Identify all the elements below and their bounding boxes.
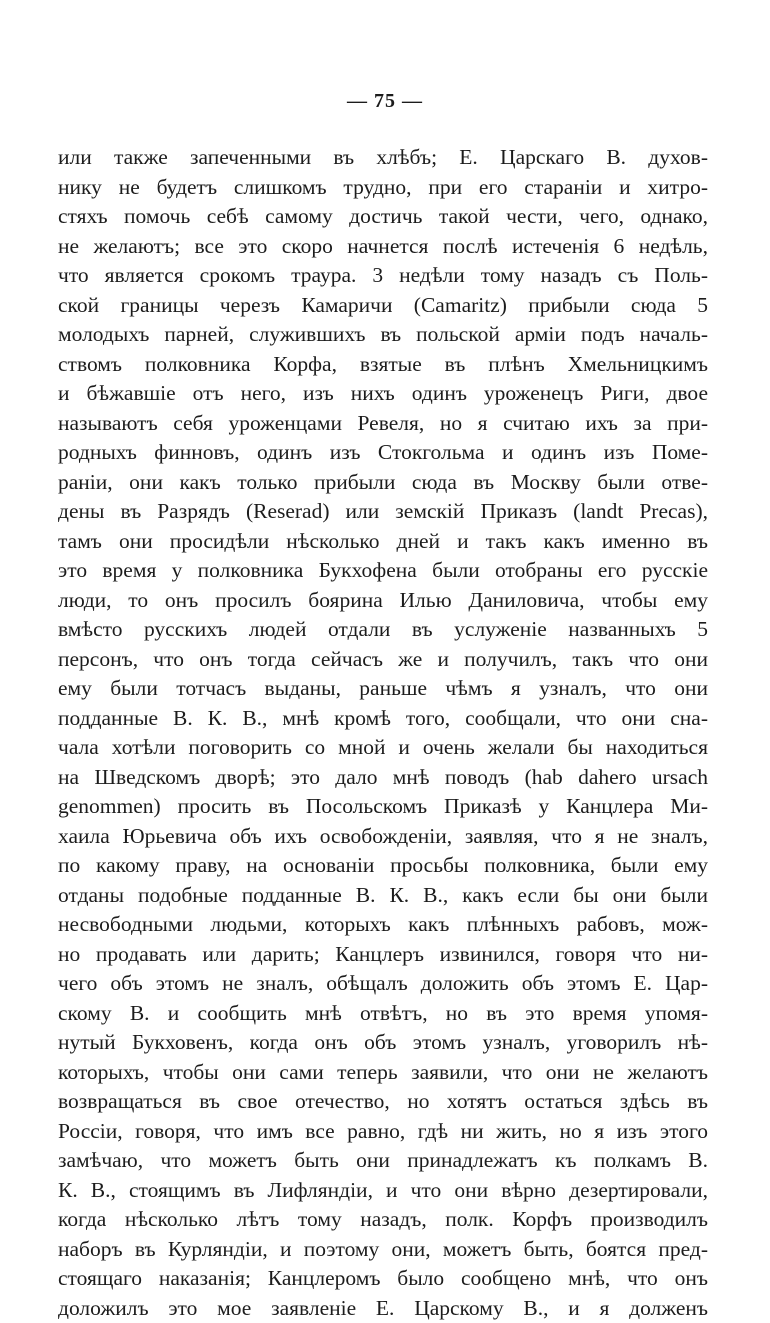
text-line: чала хотѣли поговорить со мной и очень желали бы находиться: [58, 733, 708, 763]
text-line: на Шведскомъ дворѣ; это дало мнѣ поводъ (hab dahero ursach: [58, 763, 708, 793]
text-line: люди, то онъ просилъ боярина Илью Даниловича, чтобы ему: [58, 586, 708, 616]
text-line: наборъ въ Курляндіи, и поэтому они, можетъ быть, боятся пред-: [58, 1235, 708, 1265]
text-line: тамъ они просидѣли нѣсколько дней и такъ какъ именно въ: [58, 527, 708, 557]
text-line: стоящаго наказанія; Канцлеромъ было сообщено мнѣ, что онъ: [58, 1264, 708, 1294]
text-line: нику не будетъ слишкомъ трудно, при его стараніи и хитро-: [58, 173, 708, 203]
text-line: возвращаться въ свое отечество, но хотятъ остаться здѣсь въ: [58, 1087, 708, 1117]
text-line: и бѣжавшіе отъ него, изъ нихъ одинъ уроженецъ Риги, двое: [58, 379, 708, 409]
text-line: что является срокомъ траура. 3 недѣли тому назадъ съ Поль-: [58, 261, 708, 291]
text-line: раніи, они какъ только прибыли сюда въ Москву были отве-: [58, 468, 708, 498]
text-line: ему были тотчасъ выданы, раньше чѣмъ я узналъ, что они: [58, 674, 708, 704]
text-line: скому В. и сообщить мнѣ отвѣтъ, но въ это время упомя-: [58, 999, 708, 1029]
text-line: чего объ этомъ не зналъ, обѣщалъ доложить объ этомъ Е. Цар-: [58, 969, 708, 999]
text-line: или также запеченными въ хлѣбъ; Е. Царскаго В. духов-: [58, 143, 708, 173]
text-line: стяхъ помочь себѣ самому достичь такой чести, чего, однако,: [58, 202, 708, 232]
text-line: К. В., стоящимъ въ Лифляндіи, и что они вѣрно дезертировали,: [58, 1176, 708, 1206]
text-line: когда нѣсколько лѣтъ тому назадъ, полк. Корфъ производилъ: [58, 1205, 708, 1235]
text-line: Россіи, говоря, что имъ все равно, гдѣ ни жить, но я изъ этого: [58, 1117, 708, 1147]
text-line: но продавать или дарить; Канцлеръ извинился, говоря что ни-: [58, 940, 708, 970]
text-line: молодыхъ парней, служившихъ въ польской арміи подъ началь-: [58, 320, 708, 350]
body-text: [58, 143, 708, 1323]
text-line: замѣчаю, что можетъ быть они принадлежатъ къ полкамъ В.: [58, 1146, 708, 1176]
text-line: родныхъ финновъ, одинъ изъ Стокгольма и одинъ изъ Поме-: [58, 438, 708, 468]
text-line: ской границы черезъ Камаричи (Camaritz) прибыли сюда 5: [58, 291, 708, 321]
text-line: вмѣсто русскихъ людей отдали въ услуженіе названныхъ 5: [58, 615, 708, 645]
text-line: это время у полковника Букхофена были отобраны его русскіе: [58, 556, 708, 586]
text-line: нутый Букховенъ, когда онъ объ этомъ узналъ, уговорилъ нѣ-: [58, 1028, 708, 1058]
text-line: дены въ Разрядъ (Reserad) или земскій Приказъ (landt Precas),: [58, 497, 708, 527]
text-line: отданы подобные подданные В. К. В., какъ если бы они были: [58, 881, 708, 911]
page-number: — 75 —: [0, 90, 770, 113]
text-line: персонъ, что онъ тогда сейчасъ же и получилъ, такъ что они: [58, 645, 708, 675]
text-line: ствомъ полковника Корфа, взятые въ плѣнъ Хмельницкимъ: [58, 350, 708, 380]
text-line: называютъ себя уроженцами Ревеля, но я считаю ихъ за при-: [58, 409, 708, 439]
text-line: подданные В. К. В., мнѣ кромѣ того, сообщали, что они сна-: [58, 704, 708, 734]
text-line: не желаютъ; все это скоро начнется послѣ истеченія 6 недѣль,: [58, 232, 708, 262]
text-line: хаила Юрьевича объ ихъ освобожденіи, заявляя, что я не зналъ,: [58, 822, 708, 852]
text-line: genommen) просить въ Посольскомъ Приказѣ у Канцлера Ми-: [58, 792, 708, 822]
text-line: которыхъ, чтобы они сами теперь заявили, что они не желаютъ: [58, 1058, 708, 1088]
text-line: по какому праву, на основаніи просьбы полковника, были ему: [58, 851, 708, 881]
text-line: несвободными людьми, которыхъ какъ плѣнныхъ рабовъ, мож-: [58, 910, 708, 940]
text-line: доложилъ это мое заявленіе Е. Царскому В., и я долженъ: [58, 1294, 708, 1323]
